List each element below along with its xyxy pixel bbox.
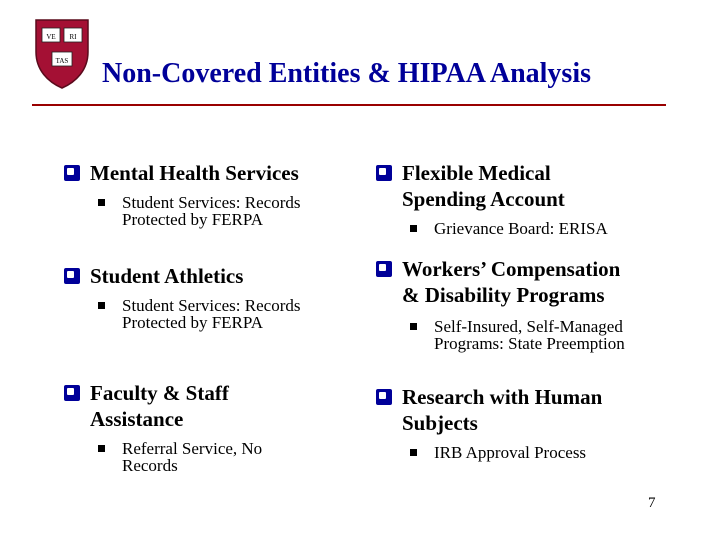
square-bullet-icon	[410, 323, 417, 330]
bullet-faculty-staff	[64, 380, 364, 474]
bullet-detail: IRB Approval Process	[434, 443, 587, 462]
bullet-heading: Mental Health Services	[90, 161, 299, 185]
bullet-heading: Workers’ Compensation & Disability Programs	[402, 257, 621, 307]
bullet-detail: Student Services: Records Protected by FERPA	[122, 296, 301, 332]
checkbox-bullet-icon	[64, 385, 80, 401]
square-bullet-icon	[98, 302, 105, 309]
harvard-shield-logo	[34, 18, 90, 90]
bullet-detail: Grievance Board: ERISA	[434, 219, 608, 238]
bullet-flexible-medical	[376, 160, 676, 237]
checkbox-bullet-icon	[376, 165, 392, 181]
checkbox-bullet-icon	[64, 165, 80, 181]
bullet-detail: Self-Insured, Self-Managed Programs: State Preemption	[434, 317, 625, 353]
square-bullet-icon	[410, 225, 417, 232]
svg-text:TAS: TAS	[55, 57, 69, 65]
square-bullet-icon	[98, 445, 105, 452]
bullet-heading: Flexible Medical Spending Account	[402, 161, 565, 211]
square-bullet-icon	[410, 449, 417, 456]
bullet-detail: Referral Service, No Records	[122, 439, 263, 475]
svg-text:VE: VE	[46, 33, 56, 41]
bullet-mental-health	[64, 160, 364, 228]
bullet-research-human-subjects	[376, 384, 676, 461]
checkbox-bullet-icon	[376, 389, 392, 405]
bullet-heading: Research with Human Subjects	[402, 385, 603, 435]
bullet-student-athletics	[64, 263, 364, 331]
bullet-detail: Student Services: Records Protected by FERPA	[122, 193, 301, 229]
checkbox-bullet-icon	[64, 268, 80, 284]
slide-title: Non-Covered Entities & HIPAA Analysis	[102, 58, 591, 89]
book-top-right	[64, 28, 82, 42]
book-top-left	[42, 28, 60, 42]
bullet-heading: Student Athletics	[90, 264, 244, 288]
bullet-heading: Faculty & Staff Assistance	[90, 381, 229, 431]
bullet-workers-comp	[376, 256, 676, 352]
svg-text:RI: RI	[69, 33, 77, 41]
square-bullet-icon	[98, 199, 105, 206]
checkbox-bullet-icon	[376, 261, 392, 277]
book-bottom	[52, 52, 72, 66]
page-number: 7	[648, 495, 656, 511]
title-divider	[32, 104, 666, 106]
